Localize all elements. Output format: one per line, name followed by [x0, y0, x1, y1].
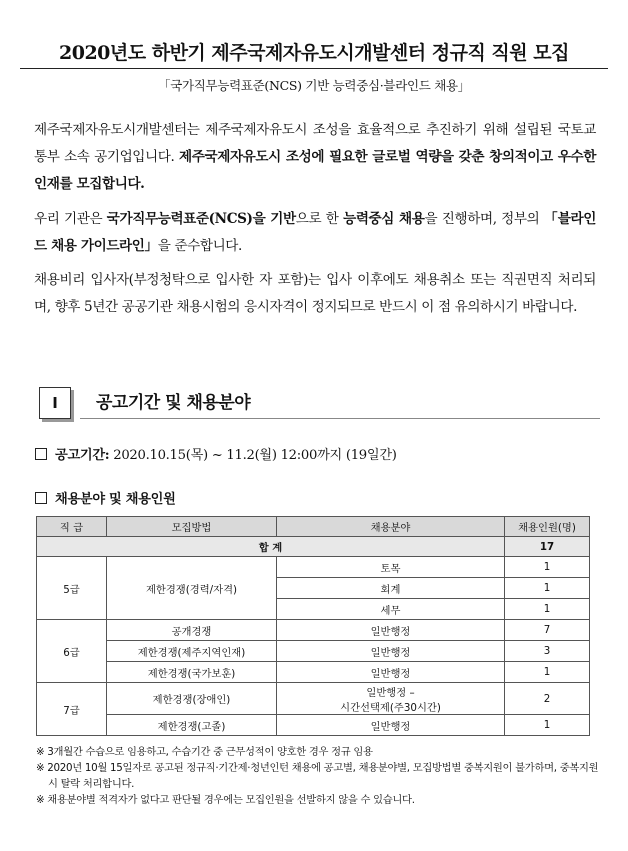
grade-cell: 5급 — [37, 557, 107, 620]
count-cell: 2 — [505, 683, 590, 715]
count-cell: 1 — [505, 578, 590, 599]
method-cell: 제한경쟁(고졸) — [107, 715, 277, 736]
field-cell: 일반행정 — [277, 715, 505, 736]
method-cell: 공개경쟁 — [107, 620, 277, 641]
count-cell: 7 — [505, 620, 590, 641]
intro-paragraph-3: 채용비리 입사자(부정청탁으로 입사한 자 포함)는 입사 이후에도 채용취소 또는 직권면직 처리되며, 향후 5년간 공공기관 채용시험의 응시자격이 정지되므로 반드시 이 점 유의하시기 바랍니다. — [34, 272, 596, 315]
count-cell: 1 — [505, 715, 590, 736]
intro-p2-text-a: 우리 기관은 — [34, 211, 107, 227]
intro-p1-bold: 제주국제자유도시 조성에 필요한 글로벌 역량을 갖춘 창의적이고 우수한 인재를 모집합니다. — [34, 149, 596, 192]
header-method: 모집방법 — [107, 517, 277, 537]
method-cell: 제한경쟁(제주지역인재) — [107, 641, 277, 662]
page-title: 2020년도 하반기 제주국제자유도시개발센터 정규직 직원 모집 — [59, 42, 569, 64]
section-number-badge: Ⅰ — [39, 387, 71, 419]
table-row — [37, 715, 590, 736]
checkbox-square-icon — [35, 448, 47, 460]
header-count: 채용인원(명) — [505, 517, 590, 537]
field-cell: 일반행정 — [277, 662, 505, 683]
period-value: 2020.10.15(목) ~ 11.2(월) 12:00까지 (19일간) — [113, 448, 397, 463]
intro-p2-bold-ncs: 국가직무능력표준(NCS)을 기반 — [106, 211, 296, 227]
page-subtitle: 「국가직무능력표준(NCS) 기반 능력중심·블라인드 채용」 — [158, 78, 470, 93]
intro-p2-text-e: 을 진행하며, 정부의 — [424, 211, 544, 227]
notes — [36, 744, 606, 808]
field-cell: 토목 — [277, 557, 505, 578]
field-cell: 일반행정 — [277, 641, 505, 662]
table-row — [37, 683, 590, 715]
field-line-1: 일반행정 – — [366, 686, 415, 699]
method-cell: 제한경쟁(국가보훈) — [107, 662, 277, 683]
checkbox-square-icon — [35, 492, 47, 504]
table-heading — [35, 488, 176, 507]
method-cell: 제한경쟁(경력/자격) — [107, 557, 277, 620]
note-item: ※ 3개월간 수습으로 임용하고, 수습기간 중 근무성적이 양호한 경우 정규 임용 — [36, 746, 373, 758]
intro-p1-text: 제주국제자유도시개발센터는 제주국제자유도시 조성을 효율적으로 추진하기 위해 설립된 국토교통부 소속 공기업입니다. — [34, 122, 596, 165]
total-label: 합 계 — [37, 537, 505, 557]
header-grade: 직 급 — [37, 517, 107, 537]
intro-p2-bold-blind: 「블라인드 채용 가이드라인」 — [34, 211, 596, 254]
total-value: 17 — [505, 537, 590, 557]
total-row — [37, 537, 590, 557]
grade-cell: 7급 — [37, 683, 107, 736]
field-cell — [277, 683, 505, 715]
field-line-2: 시간선택제(주30시간) — [340, 701, 441, 714]
note-item: ※ 채용분야별 적격자가 없다고 판단될 경우에는 모집인원을 선발하지 않을 수 있습니다. — [36, 794, 415, 806]
table-heading-text: 채용분야 및 채용인원 — [55, 492, 176, 507]
table-row — [37, 557, 590, 578]
field-cell: 일반행정 — [277, 620, 505, 641]
intro-p2-text-g: 을 준수합니다. — [157, 238, 242, 254]
intro-p2-text-c: 으로 한 — [295, 211, 344, 227]
table-row — [37, 662, 590, 683]
table-row — [37, 620, 590, 641]
note-item: ※ 2020년 10월 15일자로 공고된 정규직·기간제·청년인턴 채용에 공고별, 채용분야별, 모집방법별 중복지원이 불가하며, 중복지원 시 탈락 처리합니다. — [36, 762, 599, 790]
title-divider — [20, 68, 608, 69]
grade-cell: 6급 — [37, 620, 107, 683]
count-cell: 1 — [505, 599, 590, 620]
period-label: 공고기간: — [55, 448, 110, 463]
recruitment-table — [36, 516, 590, 736]
announcement-period — [35, 444, 397, 463]
field-cell: 회계 — [277, 578, 505, 599]
field-cell: 세무 — [277, 599, 505, 620]
table-row — [37, 641, 590, 662]
section-title: 공고기간 및 채용분야 — [96, 393, 251, 413]
count-cell: 3 — [505, 641, 590, 662]
intro-p2-bold-ability: 능력중심 채용 — [343, 211, 425, 227]
header-field: 채용분야 — [277, 517, 505, 537]
method-cell: 제한경쟁(장애인) — [107, 683, 277, 715]
section-divider — [80, 418, 600, 419]
intro-paragraph-2 — [34, 206, 596, 260]
count-cell: 1 — [505, 557, 590, 578]
count-cell: 1 — [505, 662, 590, 683]
intro-paragraph-1 — [34, 117, 596, 198]
